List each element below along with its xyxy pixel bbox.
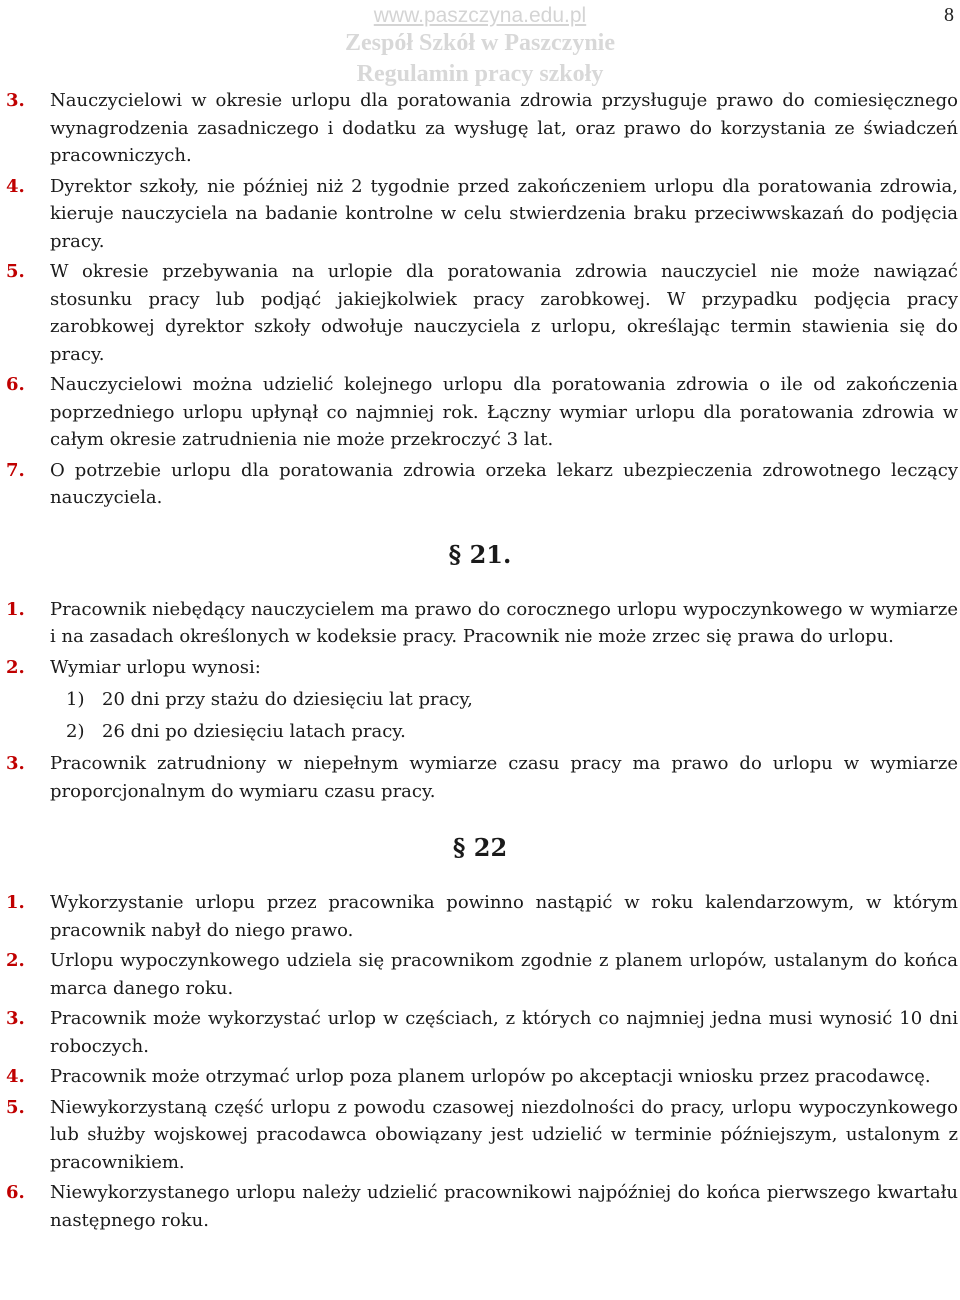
item-text: Pracownik niebędący nauczycielem ma prawo do corocznego urlopu wypoczynkowego w wymiarze i na zasadach określonych w kodeksie pracy. Pracownik nie może zrzec się prawa do urlopu.	[50, 598, 958, 647]
list-item	[0, 1179, 960, 1234]
page-number: 8	[944, 4, 954, 26]
item-text: Niewykorzystaną część urlopu z powodu czasowej niezdolności do pracy, urlopu wypoczynkowego lub służby wojskowej pracodawca obowiązany jest udzielić w terminie późniejszym, ustalonym z pracownikiem.	[50, 1096, 958, 1173]
item-number: 6.	[6, 374, 25, 395]
item-number: 4.	[6, 1066, 25, 1087]
item-number: 4.	[6, 175, 25, 197]
item-number: 3.	[6, 1008, 25, 1029]
list-item	[0, 1005, 960, 1060]
list-item	[0, 750, 960, 805]
item-number: 3.	[6, 90, 25, 111]
item-text: Niewykorzystanego urlopu należy udzielić pracownikowi najpóźniej do końca pierwszego kwartału następnego roku.	[50, 1182, 958, 1231]
item-number: 1.	[6, 598, 25, 620]
list-item	[0, 889, 960, 944]
item-text: Nauczycielowi w okresie urlopu dla poratowania zdrowia przysługuje prawo do comiesięcznego wynagrodzenia zasadniczego i dodatku za wysługę lat, oraz prawo do korzystania ze świadczeń pracowniczych.	[50, 90, 958, 166]
item-text: O potrzebie urlopu dla poratowania zdrowia orzeka lekarz ubezpieczenia zdrowotnego leczący nauczyciela.	[50, 459, 958, 508]
item-text: Wymiar urlopu wynosi:	[50, 656, 261, 678]
item-text: Pracownik może wykorzystać urlop w częściach, z których co najmniej jedna musi wynosić 10 dni roboczych.	[50, 1008, 958, 1057]
section-title-22: § 22	[452, 833, 508, 862]
item-number: 5.	[6, 1096, 25, 1118]
item-text: W okresie przebywania na urlopie dla poratowania zdrowia nauczyciel nie może nawiązać stosunku pracy lub podjąć jakiejkolwiek pracy zarobkowej. W przypadku podjęcia pracy zarobkowej dyrektor szkoły odwołuje nauczyciela z urlopu, określając termin stawienia się do pracy.	[50, 261, 958, 365]
subitem-number: 1)	[66, 689, 85, 710]
item-number: 7.	[6, 459, 25, 481]
subitem-number: 2)	[66, 721, 85, 742]
item-number: 6.	[6, 1182, 25, 1203]
document-body	[0, 87, 960, 1237]
list-item	[0, 1094, 960, 1177]
list-item	[0, 596, 960, 651]
school-name: Zespół Szkół w Paszczynie	[345, 30, 615, 56]
sublist	[0, 684, 960, 748]
subitem-text: 26 dni po dziesięciu latach pracy.	[102, 721, 406, 742]
item-number: 2.	[6, 950, 25, 971]
item-text: Dyrektor szkoły, nie później niż 2 tygodnie przed zakończeniem urlopu dla poratowania zdrowia, kieruje nauczyciela na badanie kontrolne w celu stwierdzenia braku przeciwwskazań do podjęcia pracy.	[50, 175, 958, 252]
list-item	[0, 173, 960, 256]
list-item	[0, 87, 960, 170]
item-text: Pracownik zatrudniony w niepełnym wymiarze czasu pracy ma prawo do urlopu w wymiarze proporcjonalnym do wymiaru czasu pracy.	[50, 753, 958, 802]
item-text: Wykorzystanie urlopu przez pracownika powinno nastąpić w roku kalendarzowym, w którym pracownik nabył do niego prawo.	[50, 892, 958, 941]
sublist-item	[66, 684, 960, 716]
item-text: Urlopu wypoczynkowego udziela się pracownikom zgodnie z planem urlopów, ustalanym do końca marca danego roku.	[50, 950, 958, 999]
item-number: 2.	[6, 656, 25, 678]
item-text: Pracownik może otrzymać urlop poza planem urlopów po akceptacji wniosku przez pracodawcę.	[50, 1066, 931, 1087]
list-item	[0, 258, 960, 368]
item-number: 5.	[6, 261, 25, 282]
list-item	[0, 1063, 960, 1091]
sublist-item	[66, 716, 960, 748]
subitem-text: 20 dni przy stażu do dziesięciu lat pracy,	[102, 689, 473, 710]
list-item	[0, 371, 960, 454]
list-item	[0, 457, 960, 512]
site-url-link[interactable]: www.paszczyna.edu.pl	[373, 4, 587, 27]
item-text: Nauczycielowi można udzielić kolejnego urlopu dla poratowania zdrowia o ile od zakończenia poprzedniego urlopu upłynął co najmniej rok. Łączny wymiar urlopu dla poratowania zdrowia w całym okresie zatrudnienia nie może przekroczyć 3 lat.	[50, 374, 958, 450]
section-title-21: § 21.	[448, 539, 512, 569]
item-number: 3.	[6, 753, 25, 774]
page-header	[0, 4, 960, 90]
item-number: 1.	[6, 892, 25, 913]
list-item	[0, 654, 960, 682]
list-item	[0, 947, 960, 1002]
document-title: Regulamin pracy szkoły	[356, 61, 604, 87]
